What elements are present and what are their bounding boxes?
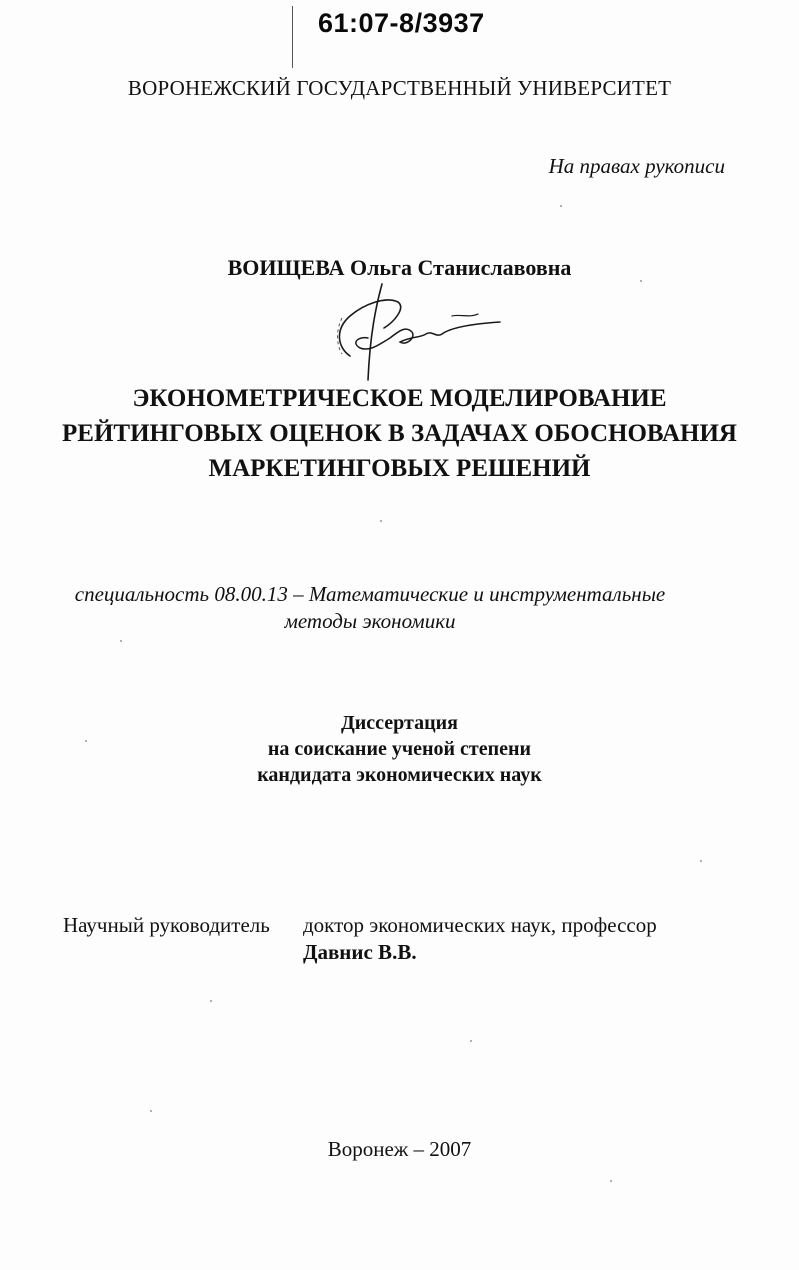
specialty: [40, 581, 700, 635]
title-line: ЭКОНОМЕТРИЧЕСКОЕ МОДЕЛИРОВАНИЕ: [132, 385, 667, 412]
degree-line: Диссертация: [341, 712, 458, 734]
scan-speck: [700, 860, 702, 862]
title-line: РЕЙТИНГОВЫХ ОЦЕНОК В ЗАДАЧАХ ОБОСНОВАНИЯ: [62, 420, 737, 447]
dissertation-title: [0, 381, 799, 486]
degree-line: на соискание ученой степени: [267, 738, 532, 760]
advisor-label: Научный руководитель: [63, 913, 270, 937]
rights-note: На правах рукописи: [548, 154, 725, 178]
specialty-line: методы экономики: [284, 609, 456, 633]
scan-speck: [610, 1180, 612, 1182]
advisor-rank: доктор экономических наук, профессор: [303, 913, 657, 937]
degree-statement: [0, 710, 799, 788]
scan-speck: [640, 280, 642, 282]
scan-speck: [210, 1000, 212, 1002]
scan-speck: [560, 205, 562, 207]
advisor-name: Давнис В.В.: [303, 940, 417, 964]
scan-fold-line: [292, 6, 293, 68]
archive-code: 61:07-8/3937: [318, 8, 485, 38]
city-year: Воронеж – 2007: [327, 1137, 472, 1161]
scan-speck: [380, 520, 382, 522]
degree-line: кандидата экономических наук: [257, 764, 542, 786]
scan-speck: [150, 1110, 152, 1112]
scan-speck: [470, 1040, 472, 1042]
scan-speck: [85, 740, 87, 742]
author-name: ВОИЩЕВА Ольга Станиславовна: [227, 255, 572, 280]
specialty-line: специальность 08.00.13 – Математические и инструментальные: [74, 582, 666, 606]
author-signature: [320, 278, 510, 388]
university-name: ВОРОНЕЖСКИЙ ГОСУДАРСТВЕННЫЙ УНИВЕРСИТЕТ: [127, 76, 672, 100]
scan-speck: [120, 640, 122, 642]
title-line: МАРКЕТИНГОВЫХ РЕШЕНИЙ: [208, 455, 591, 482]
